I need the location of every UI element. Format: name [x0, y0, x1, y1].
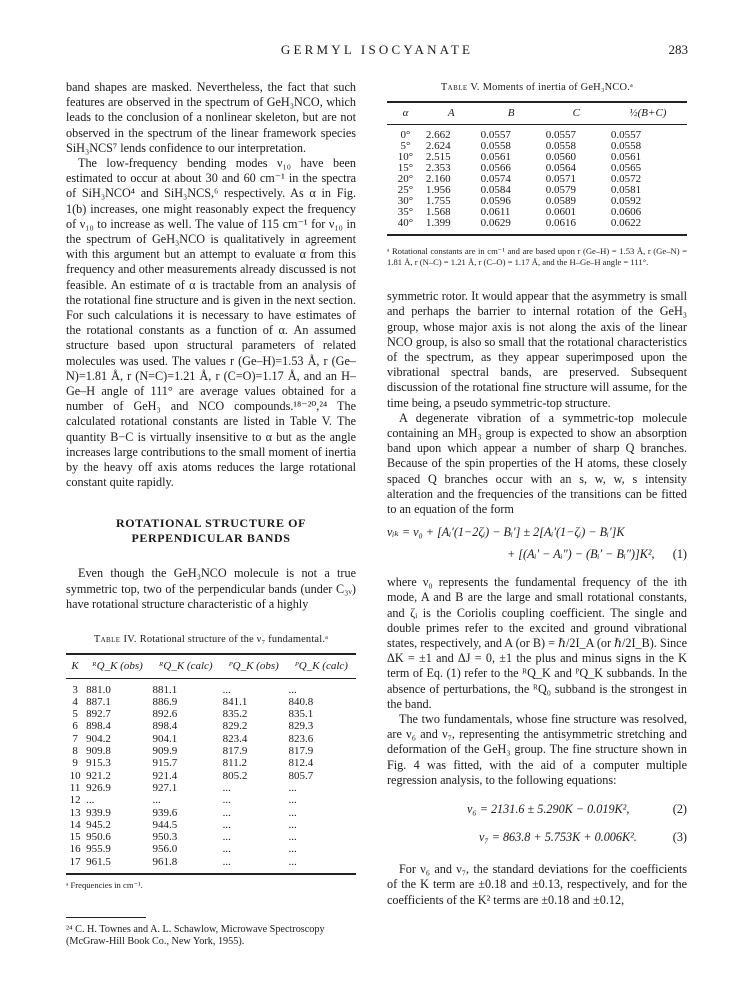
table-cell: 15° [397, 162, 414, 175]
footnote-rule [66, 917, 146, 918]
column-header: K [71, 660, 79, 673]
table-cell: 817.9 [222, 745, 248, 758]
table-cell: 16 [69, 843, 81, 856]
table-cell: 817.9 [288, 745, 314, 758]
table-cell: ... [288, 855, 297, 868]
table-cell: ... [288, 818, 297, 831]
table-cell: 0° [400, 129, 411, 142]
table-cell: 887.1 [86, 695, 111, 708]
paragraph: band shapes are masked. Nevertheless, the fact that such features are observed in the spectrum of GeH₃NCO, which leads to the conclusion of a nonlinear skeleton, but are not observed in the spectrum of the linear framework species SiH₃NCS⁷ lends confidence to our interpretation. [66, 80, 356, 155]
left-column [66, 80, 356, 948]
table-cell: 0.0606 [610, 206, 642, 219]
table-cell: 6 [72, 720, 78, 733]
table-cell: 921.4 [152, 769, 178, 782]
table-cell: 823.6 [288, 732, 314, 745]
page-header [66, 42, 688, 62]
table-cell: 939.6 [152, 806, 178, 819]
table-cell: 15 [69, 831, 81, 844]
table-cell: 881.1 [152, 683, 178, 696]
table-cell: 5° [400, 140, 411, 153]
column-header: B [507, 107, 515, 120]
table-cell: ... [222, 794, 231, 807]
table-header-row [387, 102, 687, 125]
table-row [66, 794, 356, 806]
table-row [66, 733, 356, 745]
table-cell: 10° [397, 151, 414, 164]
table-cell: 921.2 [86, 769, 111, 782]
table-cell: 904.1 [152, 732, 178, 745]
table-row [66, 831, 356, 843]
table-cell: 0.0560 [545, 151, 576, 164]
paragraph: where ν₀ represents the fundamental frequency of the ith mode, A and B are the large and small rotational constants, and ζᵢ is the Coriolis coupling coefficient. The single and double primes refer to the excited and ground vibrational states, respectively, and A (or B) = ℏ/2I_A (or ℏ/2I_B). Since ΔK = ±1 and ΔJ = 0, ±1 the plus and minus signs in the K term of Eq. (1) refer to the ᴿQ_K and ᴾQ_K subbands. In the absence of perturbations, the ᴿQ₀ subband is the strongest in the band. [387, 575, 687, 711]
table-cell: 950.3 [152, 831, 178, 844]
table-row [66, 708, 356, 720]
table-cell: 945.2 [86, 818, 111, 831]
table-cell: 944.5 [152, 818, 178, 831]
table-cell: 0.0574 [480, 173, 511, 186]
column-header: C [572, 107, 580, 120]
table-row [66, 757, 356, 769]
equation-1-line-1 [387, 525, 687, 547]
table-cell: 0.0558 [480, 140, 511, 153]
table-cell: 4 [72, 695, 78, 708]
table-cell: 812.4 [288, 757, 314, 770]
table-cell: ... [288, 843, 297, 856]
table-cell: ... [288, 806, 297, 819]
table-cell: 0.0561 [610, 151, 642, 164]
table-cell: 0.0565 [610, 162, 642, 175]
column-header: ᴿQ_K (calc) [158, 660, 213, 673]
table-cell: 40° [397, 217, 414, 230]
table-cell: 892.6 [152, 708, 178, 721]
table-cell: 805.2 [222, 769, 248, 782]
paragraph: The two fundamentals, whose fine structure was resolved, are ν₆ and ν₇, representing the antisymmetric stretching and deformation of the GeH₃ group. The fine structure shown in Fig. 4 was fitted, with the aid of a computer multiple regression analysis, to the following equations: [387, 712, 687, 787]
table-cell: 0.0564 [545, 162, 576, 175]
table-cell: 10 [69, 769, 81, 782]
table-cell: 909.9 [152, 745, 178, 758]
table-cell: 13 [69, 806, 81, 819]
table-cell: 0.0557 [610, 129, 642, 142]
footnote: ²⁴ C. H. Townes and A. L. Schawlow, Microwave Spectroscopy (McGraw-Hill Book Co., New York, 1955). [66, 923, 325, 947]
table-row [66, 819, 356, 831]
table-cell: 0.0572 [610, 173, 642, 186]
equation-text: + [(Aᵢ′ − Aᵢ″) − (Bᵢ′ − Bᵢ″)]K², [507, 547, 655, 562]
table-cell: 915.7 [152, 757, 178, 770]
column-header: A [447, 107, 455, 120]
table-cell: 17 [69, 855, 81, 868]
table-cell: 909.8 [86, 745, 111, 758]
equation-3 [387, 830, 687, 852]
table-cell: ... [288, 831, 297, 844]
table-cell: 961.5 [86, 855, 111, 868]
section-heading-line: PERPENDICULAR BANDS [131, 531, 291, 546]
table-label: Table V. [440, 82, 480, 93]
table-row [66, 745, 356, 757]
table-cell: 0.0561 [480, 151, 511, 164]
table-cell: 0.0584 [480, 184, 511, 197]
table-cell: 898.4 [152, 720, 178, 733]
table-cell: ... [222, 683, 231, 696]
table-cell: ... [222, 818, 231, 831]
table-cell: 0.0581 [610, 184, 642, 197]
table-v [387, 101, 687, 236]
running-title: GERMYL ISOCYANATE [280, 42, 474, 57]
table-caption-text: Rotational structure of the ν₇ fundamental.ᵃ [139, 634, 329, 646]
table-cell: 2.353 [425, 162, 451, 175]
paragraph: symmetric rotor. It would appear that the asymmetry is small and perhaps the barrier to internal rotation of the GeH₃ group, whose major axis is not along the axis of the linear NCO group, is also so small that the rotational characteristics of the spectrum, as they appear superimposed upon the vibrational spectral bands, are preserved. Subsequent discussion of the rotational fine structure will assume, for the time being, a pseudo symmetric-top structure. [387, 289, 687, 410]
column-header: ᴾQ_K (calc) [294, 660, 348, 673]
right-column [387, 80, 687, 908]
table-cell: 0.0557 [545, 129, 576, 142]
table-cell: 14 [69, 818, 81, 831]
table-cell: ... [288, 794, 297, 807]
table-cell: 950.6 [86, 831, 111, 844]
equation-text: ν₇ = 863.8 + 5.753K + 0.006K². [479, 830, 637, 845]
table-iv [66, 653, 356, 875]
table-cell: 3 [72, 683, 78, 696]
table-cell: 9 [72, 757, 78, 770]
column-header: ½(B+C) [629, 107, 667, 120]
equation-2 [387, 802, 687, 824]
table-cell: ... [222, 781, 231, 794]
section-heading-line: ROTATIONAL STRUCTURE OF [115, 516, 307, 531]
table-cell: 0.0611 [480, 206, 511, 219]
table-cell: 7 [72, 732, 78, 745]
table-row [66, 843, 356, 855]
table-cell: 886.9 [152, 695, 178, 708]
table-cell: 0.0629 [480, 217, 511, 230]
table-cell: 11 [69, 781, 81, 794]
table-row [66, 807, 356, 819]
table-cell: 2.662 [425, 129, 451, 142]
table-cell: 2.624 [425, 140, 451, 153]
table-cell: 0.0557 [480, 129, 511, 142]
table-cell: 0.0558 [545, 140, 576, 153]
table-cell: ... [222, 855, 231, 868]
table-cell: 0.0596 [480, 195, 511, 208]
equation-text: νᵢₖ = ν₀ + [Aᵢ′(1−2ζᵢ) − Bᵢ′] ± 2[Aᵢ′(1−ζᵢ) − Bᵢ′]K [387, 525, 625, 540]
equation-number: (3) [672, 830, 687, 845]
column-header: ᴾQ_K (obs) [228, 660, 279, 673]
table-cell: 0.0558 [610, 140, 642, 153]
table-cell: 823.4 [222, 732, 248, 745]
table-cell: 30° [397, 195, 414, 208]
table-cell: 840.8 [288, 695, 314, 708]
table-cell: 904.2 [86, 732, 111, 745]
table-cell: 20° [397, 173, 414, 186]
paragraph: The low-frequency bending modes ν₁₀ have been estimated to occur at about 30 and 60 cm⁻¹ in the spectra of SiH₃NCO⁴ and SiH₃NCS,⁶ respectively. As α in Fig. 1(b) increases, one might reasonably expect the frequency of ν₁₀ to increase as well. The value of 115 cm⁻¹ for ν₁₀ in the spectrum of GeH₃NCO is qualitatively in agreement with this argument but an attempt to evaluate α from this frequency and other measurements already discussed is not feasible. An estimate of α is tractable from an analysis of the rotational fine structure and is given in the next section. For such calculations it is necessary to have estimates of the rotational constants as a function of α. An assumed structure based upon structural parameters of related molecules was used. The values r (Ge–H)=1.53 Å, r (Ge–N)=1.81 Å, r (N=C)=1.21 Å, r (C=O)=1.17 Å, and an H–Ge–H angle of 111° are average values obtained for a number of GeH₃ and NCO compounds.¹⁸⁻²⁰,²⁴ The calculated rotational constants are listed in Table V. The quantity B−C is virtually insensitive to α but as the angle increases large contributions to the small moment of inertia by the heavy off axis atoms reduces the large rotational constant quite rapidly. [66, 156, 356, 490]
table-cell: 892.7 [86, 708, 111, 721]
equation-number: (1) [672, 547, 687, 562]
table-cell: 0.0592 [610, 195, 642, 208]
table-cell: 1.956 [425, 184, 451, 197]
table-cell: 829.3 [288, 720, 314, 733]
table-footnote: ᵃ Frequencies in cm⁻¹. [66, 880, 143, 891]
table-cell: 0.0601 [545, 206, 576, 219]
table-cell: ... [86, 794, 95, 807]
table-cell: 1.568 [425, 206, 451, 219]
table-row [66, 720, 356, 732]
table-cell: 835.2 [222, 708, 248, 721]
table-cell: 956.0 [152, 843, 178, 856]
page-number: 283 [668, 42, 688, 57]
table-caption-text: Moments of inertia of GeH₃NCO.ᵃ [482, 82, 634, 93]
table-cell: ... [152, 794, 161, 807]
table-footnote: ᵃ Rotational constants are in cm⁻¹ and are based upon r (Ge–H) = 1.53 Å, r (Ge–N) = 1.81 Å, r (N–C) = 1.21 Å, r (C–O) = 1.17 Å, and the H–Ge–H angle = 111°. [387, 246, 687, 267]
table-cell: 0.0566 [480, 162, 511, 175]
table-cell: 881.0 [86, 683, 111, 696]
table-cell: 12 [69, 794, 81, 807]
table-row [66, 696, 356, 708]
table-cell: 955.9 [86, 843, 111, 856]
table-cell: 811.2 [222, 757, 247, 770]
table-v-caption [387, 80, 687, 95]
table-row [66, 856, 356, 874]
table-cell: 35° [397, 206, 414, 219]
table-cell: 915.3 [86, 757, 111, 770]
table-cell: 961.8 [152, 855, 178, 868]
table-cell: 5 [72, 708, 78, 721]
column-header: ᴿQ_K (obs) [91, 660, 143, 673]
paragraph: For ν₆ and ν₇, the standard deviations for the coefficients of the K term are ±0.18 and ±0.13, respectively, and for the coefficients of the K² terms are ±0.18 and ±0.12, [387, 862, 687, 907]
equation-number: (2) [672, 802, 687, 817]
table-cell: ... [288, 683, 297, 696]
table-cell: ... [222, 831, 231, 844]
table-cell: ... [222, 806, 231, 819]
table-cell: 841.1 [222, 695, 248, 708]
table-cell: 0.0571 [545, 173, 576, 186]
table-cell: 926.9 [86, 781, 111, 794]
table-cell: 0.0579 [545, 184, 576, 197]
table-cell: 1.755 [425, 195, 451, 208]
section-heading [66, 516, 356, 546]
table-cell: 939.9 [86, 806, 111, 819]
table-row [387, 125, 687, 142]
table-iv-caption [66, 632, 356, 647]
table-row [66, 770, 356, 782]
equation-text: ν₆ = 2131.6 ± 5.290K − 0.019K², [467, 802, 630, 817]
table-cell: 927.1 [152, 781, 178, 794]
table-cell: 2.160 [425, 173, 451, 186]
table-cell: 0.0616 [545, 217, 576, 230]
table-cell: 805.7 [288, 769, 314, 782]
table-cell: 829.2 [222, 720, 248, 733]
table-row [387, 218, 687, 235]
equation-1-line-2 [387, 547, 687, 569]
table-cell: 1.399 [425, 217, 451, 230]
paragraph: Even though the GeH₃NCO molecule is not a true symmetric top, two of the perpendicular bands (under C₃ᵥ) have rotational structure characteristic of a highly [66, 566, 356, 611]
table-cell: 0.0589 [545, 195, 576, 208]
table-cell: ... [222, 843, 231, 856]
table-label: Table IV. [93, 634, 137, 646]
paragraph: A degenerate vibration of a symmetric-top molecule containing an MH₃ group is expected to show an absorption band upon which appear a number of sharp Q branches. Because of the spin properties of the H atoms, these closely spaced Q branches occur with an s, w, w, s intensity alteration and the frequencies of the transitions can be fitted to an equation of the form [387, 410, 687, 517]
table-cell: ... [288, 781, 297, 794]
table-cell: 25° [397, 184, 414, 197]
column-header: α [402, 107, 409, 120]
table-row [66, 782, 356, 794]
table-cell: 8 [72, 745, 78, 758]
table-cell: 0.0622 [610, 217, 642, 230]
table-cell: 898.4 [86, 720, 111, 733]
table-cell: 2.515 [425, 151, 451, 164]
table-cell: 835.1 [288, 708, 314, 721]
table-row [66, 678, 356, 696]
table-header-row [66, 654, 356, 678]
